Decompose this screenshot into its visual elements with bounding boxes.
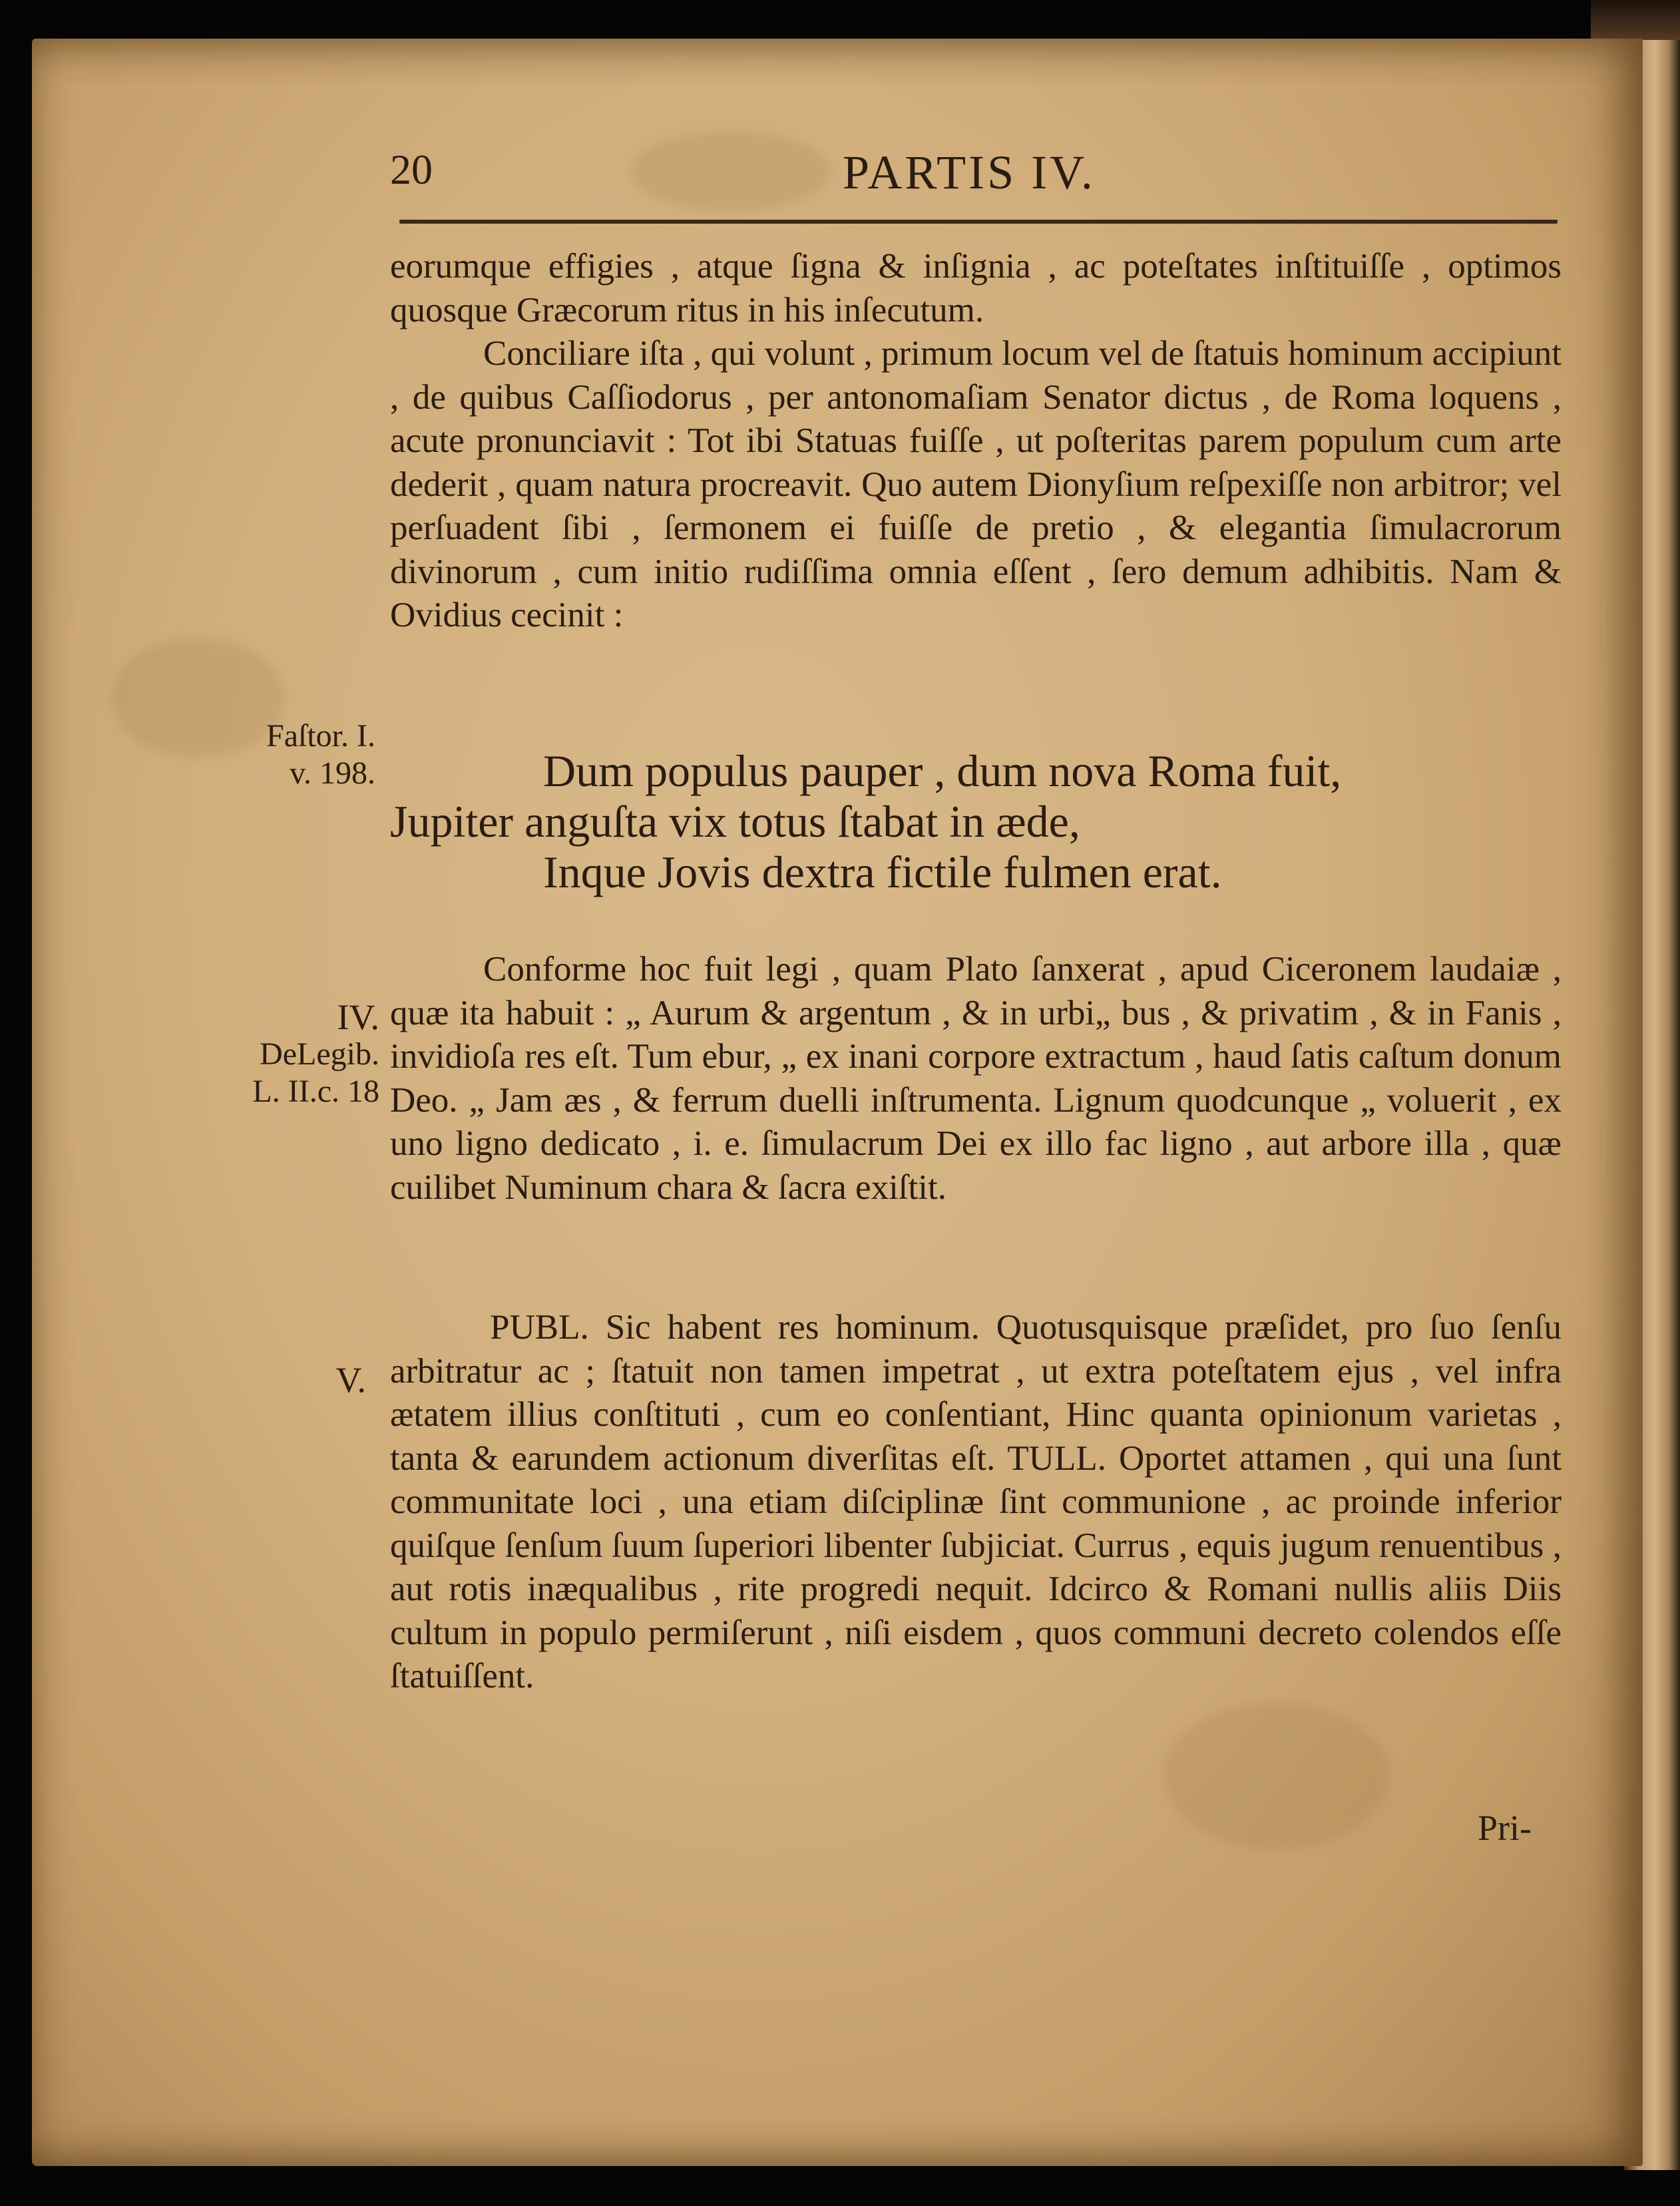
page-header	[390, 145, 1562, 212]
running-head: PARTIS IV.	[843, 146, 1096, 199]
paragraph-4: PUBL. Sic habent res hominum. Quotusquisque præſidet, pro ſuo ſenſu arbitratur ac ; ſtatuit non tamen impetrat , ut extra poteſtatem ejus , vel infra ætatem illius conſtituti , cum eo conſentiant, Hinc quanta opinionum varietas , tanta & earundem actionum diverſitas eſt. TULL. Oportet attamen , qui una ſunt communitate loci , una etiam diſciplinæ ſint communione , ac proinde inferior quiſque ſenſum ſuum ſuperiori libenter ſubjiciat. Currus , equis jugum renuentibus , aut rotis inæqualibus , rite progredi nequit. Idcirco & Romani nullis aliis Diis cultum in populo permiſerunt , niſi eisdem , quos communi decreto colendos eſſe ſtatuiſſent.	[390, 1308, 1562, 1695]
paragraph-3-block	[390, 948, 1562, 1210]
paragraph-1: eorumque effigies , atque ſigna & inſignia , ac poteſtates inſtituiſſe , optimos quosque Græcorum ritus in his inſecutum.	[390, 247, 1562, 330]
page-number: 20	[390, 146, 433, 193]
verse-line-3: Inque Jovis dextra fictile fulmen erat.	[543, 847, 1222, 897]
margin-note-delegib	[213, 998, 379, 1110]
margin-note-lib-line: L. II.c. 18	[252, 1074, 379, 1109]
margin-note-delegib-line: DeLegib.	[260, 1036, 379, 1072]
margin-note-fastor	[222, 718, 375, 792]
margin-note-fastor-line-2: v. 198.	[290, 756, 375, 791]
verse-line-2: Jupiter anguſta vix totus ſtabat in æde,	[390, 796, 1080, 847]
paragraph-3: Conforme hoc fuit legi , quam Plato ſanxerat , apud Ciceronem laudaiæ , quæ ita habuit : „ Aurum & argentum , & in urbi„ bus , & privatim , & in Fanis , invidioſa res eſt. Tum ebur, „ ex inani corpore extractum , haud ſatis caſtum donum Deo. „ Jam æs , & ferrum duelli inſtrumenta. Lignum quodcunque „ voluerit , ex uno ligno dedicato , i. e. ſimulacrum Dei ex illo fac ligno , aut arbore illa , quæ cuilibet Numinum chara & ſacra exiſtit.	[390, 950, 1562, 1207]
verse-line-1: Dum populus pauper , dum nova Roma fuit,	[543, 746, 1342, 796]
paragraph-1-block	[390, 245, 1562, 638]
margin-note-v: V.	[335, 1360, 366, 1400]
catchword: Pri-	[1478, 1808, 1532, 1848]
verse-quotation	[390, 746, 1562, 897]
margin-note-fastor-line-1: Faſtor. I.	[266, 718, 375, 754]
paragraph-4-block	[390, 1306, 1562, 1699]
paragraph-2: Conciliare iſta , qui volunt , primum locum vel de ſtatuis hominum accipiunt , de quibus Caſſiodorus , per antonomaſiam Senator dictus , de Roma loquens , acute pronunciavit : Tot ibi Statuas fuiſſe , ut poſteritas parem populum cum arte dederit , quam natura procreavit. Quo autem Dionyſium reſpexiſſe non arbitror; vel perſuadent ſibi , ſermonem ei fuiſſe de pretio , & elegantia ſimulacrorum divinorum , cum initio rudiſſima omnia eſſent , ſero demum adhibitis. Nam & Ovidius cecinit :	[390, 334, 1562, 634]
margin-note-iv: IV.	[337, 997, 379, 1037]
header-rule	[399, 220, 1558, 224]
